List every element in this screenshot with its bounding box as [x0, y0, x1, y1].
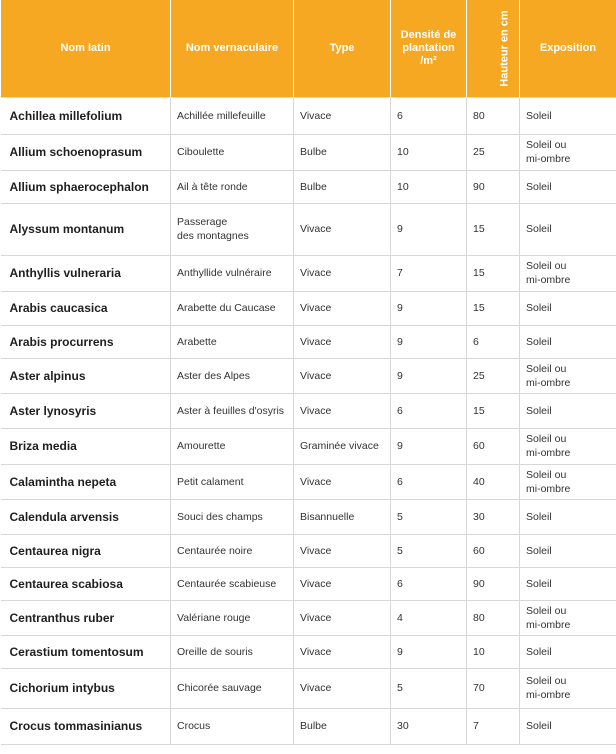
density-cell: 5 [391, 668, 467, 708]
header-height: Hauteur en cm [498, 10, 511, 87]
latin-name-cell: Achillea millefolium [1, 97, 171, 134]
exposure-cell: Soleil [520, 635, 616, 668]
latin-name-cell: Allium sphaerocephalon [1, 170, 171, 203]
type-cell: Vivace [294, 255, 391, 291]
density-cell: 10 [391, 134, 467, 170]
height-cell: 15 [467, 255, 520, 291]
common-name-cell: Aster des Alpes [171, 358, 294, 393]
type-cell: Vivace [294, 358, 391, 393]
density-cell: 6 [391, 393, 467, 428]
height-cell: 6 [467, 325, 520, 358]
common-name-cell: Crocus [171, 708, 294, 744]
common-name-cell: Passerage des montagnes [171, 203, 294, 255]
latin-name-cell: Calendula arvensis [1, 499, 171, 534]
type-cell: Vivace [294, 291, 391, 325]
height-cell: 15 [467, 393, 520, 428]
height-cell: 60 [467, 534, 520, 567]
latin-name-cell: Briza media [1, 428, 171, 464]
height-cell: 15 [467, 291, 520, 325]
exposure-cell: Soleil [520, 170, 616, 203]
type-cell: Bisannuelle [294, 499, 391, 534]
type-cell: Bulbe [294, 134, 391, 170]
header-exposure: Exposition [520, 0, 616, 97]
exposure-cell: Soleil ou mi-ombre [520, 428, 616, 464]
exposure-cell: Soleil [520, 499, 616, 534]
exposure-cell: Soleil [520, 567, 616, 600]
density-cell: 9 [391, 291, 467, 325]
table-row [1, 464, 616, 499]
common-name-cell: Oreille de souris [171, 635, 294, 668]
table-row [1, 325, 616, 358]
type-cell: Vivace [294, 567, 391, 600]
exposure-cell: Soleil ou mi-ombre [520, 358, 616, 393]
header-row [1, 0, 616, 97]
density-cell: 30 [391, 708, 467, 744]
type-cell: Vivace [294, 203, 391, 255]
height-cell: 70 [467, 668, 520, 708]
table-row [1, 534, 616, 567]
height-cell: 90 [467, 567, 520, 600]
header-common-name: Nom vernaculaire [171, 0, 294, 97]
density-cell: 9 [391, 428, 467, 464]
table-row [1, 97, 616, 134]
header-planting-density: Densité de plantation /m² [391, 0, 467, 97]
type-cell: Vivace [294, 325, 391, 358]
height-cell: 80 [467, 97, 520, 134]
table-row [1, 635, 616, 668]
density-cell: 10 [391, 170, 467, 203]
common-name-cell: Souci des champs [171, 499, 294, 534]
header-latin-name: Nom latin [1, 0, 171, 97]
common-name-cell: Arabette du Caucase [171, 291, 294, 325]
type-cell: Vivace [294, 635, 391, 668]
common-name-cell: Centaurée scabieuse [171, 567, 294, 600]
exposure-cell: Soleil ou mi-ombre [520, 255, 616, 291]
common-name-cell: Arabette [171, 325, 294, 358]
exposure-cell: Soleil ou mi-ombre [520, 134, 616, 170]
header-type: Type [294, 0, 391, 97]
latin-name-cell: Cerastium tomentosum [1, 635, 171, 668]
table-row [1, 668, 616, 708]
latin-name-cell: Centaurea nigra [1, 534, 171, 567]
latin-name-cell: Arabis procurrens [1, 325, 171, 358]
density-cell: 4 [391, 600, 467, 635]
table-row [1, 428, 616, 464]
height-cell: 15 [467, 203, 520, 255]
density-cell: 6 [391, 97, 467, 134]
density-cell: 9 [391, 325, 467, 358]
latin-name-cell: Cichorium intybus [1, 668, 171, 708]
density-cell: 6 [391, 567, 467, 600]
latin-name-cell: Anthyllis vulneraria [1, 255, 171, 291]
exposure-cell: Soleil ou mi-ombre [520, 464, 616, 499]
table-row [1, 134, 616, 170]
latin-name-cell: Allium schoenoprasum [1, 134, 171, 170]
common-name-cell: Aster à feuilles d'osyris [171, 393, 294, 428]
latin-name-cell: Aster alpinus [1, 358, 171, 393]
common-name-cell: Centaurée noire [171, 534, 294, 567]
latin-name-cell: Centaurea scabiosa [1, 567, 171, 600]
common-name-cell: Achillée millefeuille [171, 97, 294, 134]
height-cell: 90 [467, 170, 520, 203]
type-cell: Vivace [294, 97, 391, 134]
type-cell: Bulbe [294, 170, 391, 203]
exposure-cell: Soleil ou mi-ombre [520, 668, 616, 708]
table-row [1, 393, 616, 428]
density-cell: 6 [391, 464, 467, 499]
density-cell: 5 [391, 534, 467, 567]
exposure-cell: Soleil [520, 203, 616, 255]
density-cell: 9 [391, 203, 467, 255]
type-cell: Vivace [294, 464, 391, 499]
density-cell: 5 [391, 499, 467, 534]
table-row [1, 567, 616, 600]
height-cell: 80 [467, 600, 520, 635]
header-height-cell [467, 0, 520, 97]
table-header [1, 0, 616, 97]
height-cell: 25 [467, 358, 520, 393]
exposure-cell: Soleil ou mi-ombre [520, 600, 616, 635]
table-row [1, 499, 616, 534]
type-cell: Vivace [294, 393, 391, 428]
exposure-cell: Soleil [520, 708, 616, 744]
table-row [1, 708, 616, 744]
common-name-cell: Ail à tête ronde [171, 170, 294, 203]
table-row [1, 600, 616, 635]
type-cell: Bulbe [294, 708, 391, 744]
table-row [1, 358, 616, 393]
common-name-cell: Anthyllide vulnéraire [171, 255, 294, 291]
latin-name-cell: Calamintha nepeta [1, 464, 171, 499]
table-body [1, 97, 616, 744]
density-cell: 9 [391, 635, 467, 668]
latin-name-cell: Aster lynosyris [1, 393, 171, 428]
height-cell: 60 [467, 428, 520, 464]
type-cell: Vivace [294, 668, 391, 708]
type-cell: Vivace [294, 600, 391, 635]
common-name-cell: Chicorée sauvage [171, 668, 294, 708]
table-row [1, 255, 616, 291]
height-cell: 10 [467, 635, 520, 668]
height-cell: 25 [467, 134, 520, 170]
table-row [1, 291, 616, 325]
exposure-cell: Soleil [520, 393, 616, 428]
table-row [1, 203, 616, 255]
exposure-cell: Soleil [520, 534, 616, 567]
latin-name-cell: Centranthus ruber [1, 600, 171, 635]
type-cell: Graminée vivace [294, 428, 391, 464]
exposure-cell: Soleil [520, 291, 616, 325]
table-row [1, 170, 616, 203]
height-cell: 7 [467, 708, 520, 744]
latin-name-cell: Crocus tommasinianus [1, 708, 171, 744]
exposure-cell: Soleil [520, 325, 616, 358]
exposure-cell: Soleil [520, 97, 616, 134]
common-name-cell: Amourette [171, 428, 294, 464]
density-cell: 7 [391, 255, 467, 291]
height-cell: 40 [467, 464, 520, 499]
density-cell: 9 [391, 358, 467, 393]
type-cell: Vivace [294, 534, 391, 567]
common-name-cell: Valériane rouge [171, 600, 294, 635]
common-name-cell: Petit calament [171, 464, 294, 499]
height-cell: 30 [467, 499, 520, 534]
common-name-cell: Ciboulette [171, 134, 294, 170]
latin-name-cell: Alyssum montanum [1, 203, 171, 255]
latin-name-cell: Arabis caucasica [1, 291, 171, 325]
